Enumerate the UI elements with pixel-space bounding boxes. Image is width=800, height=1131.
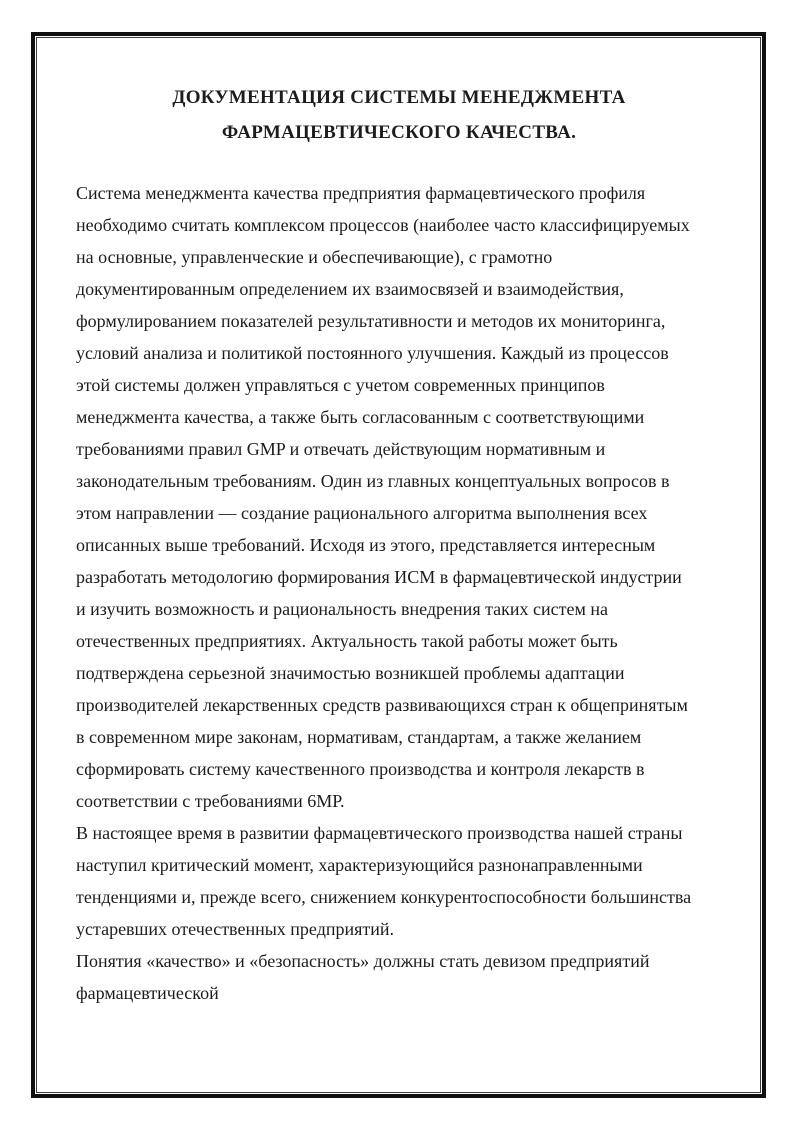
document-body [76,177,722,1009]
document-title [76,80,722,150]
text-line: описанных выше требований. Исходя из этого, представляется интересным [76,535,656,555]
text-line: разработать методологию формирования ИСМ в фармацевтической индустрии [76,567,682,587]
text-line: на основные, управленческие и обеспечивающие), с грамотно [76,247,553,267]
text-line: этом направлении — создание рационального алгоритма выполнения всех [76,503,648,523]
text-line: фармацевтической [76,983,219,1003]
text-line: Понятия «качество» и «безопасность» должны стать девизом предприятий [76,951,650,971]
text-line: менеджмента качества, а также быть согласованным с соответствующими [76,407,645,427]
paragraph [76,945,722,1009]
title-line-2: ФАРМАЦЕВТИЧЕСКОГО КАЧЕСТВА. [221,122,577,143]
text-line: формулированием показателей результативности и методов их мониторинга, [76,311,666,331]
text-line: требованиями правил GMP и отвечать действующим нормативным и [76,439,606,459]
text-line: наступил критический момент, характеризующийся разнонаправленными [76,855,643,875]
text-line: в современном мире законам, нормативам, стандартам, а также желанием [76,727,642,747]
title-line-1: ДОКУМЕНТАЦИЯ СИСТЕМЫ МЕНЕДЖМЕНТА [172,87,626,108]
text-line: и изучить возможность и рациональность внедрения таких систем на [76,599,609,619]
paragraph [76,177,722,817]
text-line: отечественных предприятиях. Актуальность такой работы может быть [76,631,618,651]
page-border-frame [31,32,766,1098]
text-line: В настоящее время в развитии фармацевтического производства нашей страны [76,823,683,843]
text-line: необходимо считать комплексом процессов (наиболее часто классифицируемых [76,215,690,235]
text-line: производителей лекарственных средств развивающихся стран к общепринятым [76,695,688,715]
paragraph [76,817,722,945]
text-line: Система менеджмента качества предприятия фармацевтического профиля [76,183,646,203]
text-line: соответствии с требованиями 6МР. [76,791,345,811]
text-line: законодательным требованиям. Один из главных концептуальных вопросов в [76,471,670,491]
text-line: подтверждена серьезной значимостью возникшей проблемы адаптации [76,663,625,683]
text-line: этой системы должен управляться с учетом современных принципов [76,375,605,395]
text-line: тенденциями и, прежде всего, снижением конкурентоспособности большинства [76,887,692,907]
document-content [37,38,760,1092]
text-line: устаревших отечественных предприятий. [76,919,395,939]
text-line: сформировать систему качественного производства и контроля лекарств в [76,759,645,779]
page-border-inner [36,37,761,1093]
text-line: условий анализа и политикой постоянного улучшения. Каждый из процессов [76,343,669,363]
text-line: документированным определением их взаимосвязей и взаимодействия, [76,279,624,299]
